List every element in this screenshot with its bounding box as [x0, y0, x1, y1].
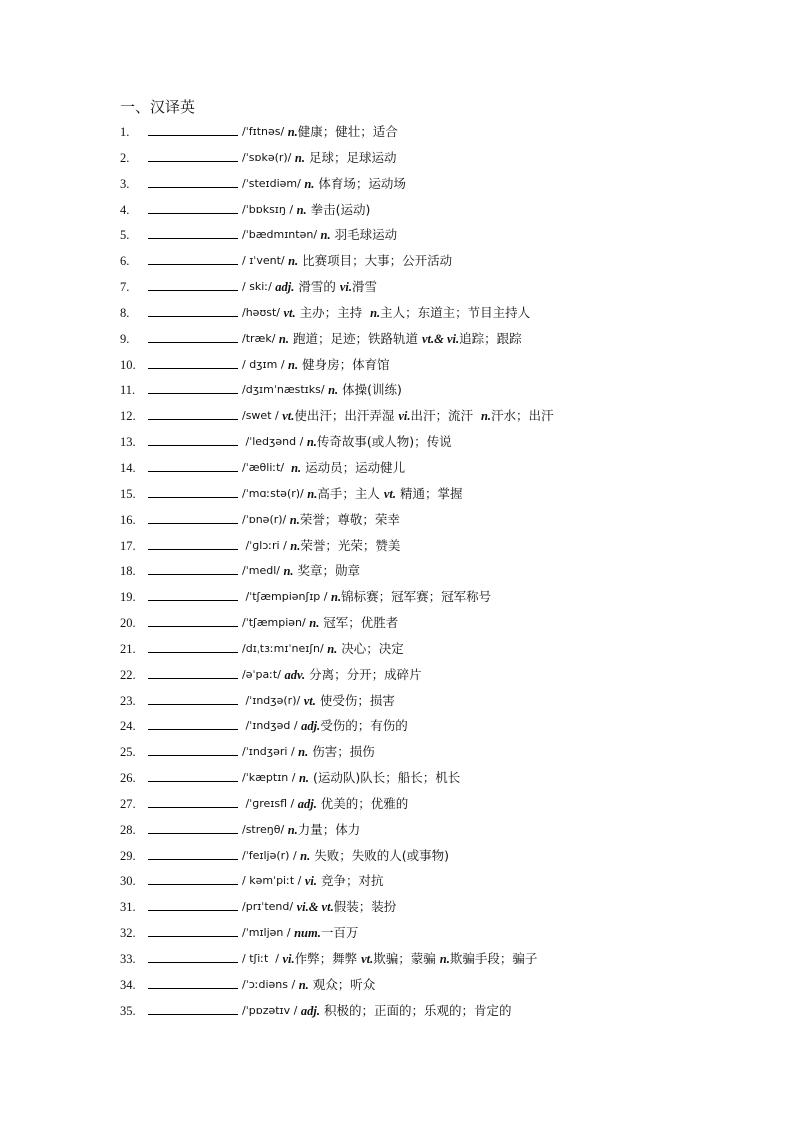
phonetic: /ˈɪndʒəri / — [242, 745, 299, 759]
answer-blank[interactable] — [148, 870, 238, 885]
phonetic: /ˈɪndʒə(r)/ — [242, 693, 304, 707]
definition: 使受伤；损害 — [315, 692, 395, 708]
part-of-speech: adj. — [301, 719, 321, 734]
part-of-speech: n. — [294, 150, 305, 165]
answer-blank[interactable] — [148, 741, 238, 756]
item-number: 15. — [120, 486, 136, 501]
vocab-item — [120, 457, 780, 483]
definition: 假装；装扮 — [333, 899, 397, 915]
answer-blank[interactable] — [148, 535, 238, 550]
item-number: 4. — [120, 202, 130, 217]
phonetic: /ˈsɒkə(r)/ — [242, 150, 295, 164]
vocab-item — [120, 664, 780, 690]
item-number: 26. — [120, 771, 136, 786]
definition: 主办；主持 — [295, 304, 371, 320]
phonetic: /ˈbædmɪntən/ — [242, 228, 321, 242]
part-of-speech: n. — [296, 202, 307, 217]
part-of-speech: n. — [309, 616, 320, 631]
answer-blank[interactable] — [148, 121, 238, 136]
vocab-item — [120, 896, 780, 922]
part-of-speech: vi. — [304, 874, 317, 889]
phonetic: /ˈledʒənd / — [242, 435, 307, 449]
phonetic: /ˈfeɪljə(r) / — [242, 848, 301, 862]
item-number: 10. — [120, 357, 136, 372]
part-of-speech: adj. — [300, 1003, 320, 1018]
vocab-item — [120, 535, 780, 561]
part-of-speech: vi. — [282, 952, 295, 966]
part-of-speech: n. — [307, 486, 318, 501]
item-number: 6. — [120, 254, 130, 269]
definition: 决心；决定 — [337, 640, 404, 656]
part-of-speech: n. — [298, 771, 310, 786]
answer-blank[interactable] — [148, 457, 238, 472]
answer-blank[interactable] — [148, 379, 238, 394]
definition: 一百万 — [320, 925, 359, 941]
definition: 出汗；流汗 — [410, 408, 481, 424]
answer-blank[interactable] — [148, 896, 238, 911]
definition: 传奇故事(或人物)；传说 — [316, 434, 452, 450]
definition: 羽毛球运动 — [330, 227, 398, 243]
phonetic: /ˈmɑːstə(r)/ — [242, 486, 308, 500]
part-of-speech: n. — [288, 254, 299, 269]
phonetic: /swet / — [242, 409, 283, 423]
item-number: 27. — [120, 796, 136, 811]
answer-blank[interactable] — [148, 173, 238, 188]
part-of-speech: n. — [291, 460, 302, 475]
part-of-speech: num. — [294, 926, 321, 941]
part-of-speech: vi. — [398, 409, 411, 424]
part-of-speech: adj. — [275, 280, 295, 295]
definition: 追踪；跟踪 — [459, 330, 522, 346]
vocab-item — [120, 1000, 780, 1026]
definition: 锦标赛；冠军赛；冠军称号 — [341, 589, 492, 605]
item-number: 29. — [120, 848, 136, 863]
part-of-speech: adj. — [297, 796, 317, 811]
definition: 竞争；对抗 — [317, 873, 384, 889]
answer-blank[interactable] — [148, 922, 238, 937]
vocab-item — [120, 819, 780, 845]
definition: (运动队)队长；船长；机长 — [309, 770, 461, 786]
item-number: 20. — [120, 616, 136, 631]
vocab-item — [120, 845, 780, 871]
definition: 主人；东道主；节目主持人 — [380, 304, 531, 320]
item-number: 1. — [120, 125, 130, 139]
vocab-item — [120, 793, 780, 819]
item-number: 3. — [120, 176, 130, 191]
phonetic: /ˈmedl/ — [242, 564, 284, 578]
phonetic: / dʒɪm / — [242, 357, 289, 371]
vocab-item — [120, 974, 780, 1000]
phonetic: /dɪˌtɜːmɪˈneɪʃn/ — [242, 641, 328, 655]
definition: 健身房；体育馆 — [298, 356, 390, 372]
phonetic: /ˈbɒksɪŋ / — [242, 202, 297, 216]
answer-blank[interactable] — [148, 664, 238, 679]
definition: 拳击(运动) — [306, 201, 371, 217]
phonetic: /ˈkæptɪn / — [242, 771, 299, 785]
definition: 体操(训练) — [338, 382, 402, 398]
item-number: 19. — [120, 590, 136, 605]
phonetic: /streŋθ/ — [242, 822, 288, 836]
vocab-item — [120, 767, 780, 793]
item-number: 12. — [120, 409, 136, 424]
part-of-speech: n. — [439, 952, 450, 966]
part-of-speech: n. — [287, 822, 298, 837]
part-of-speech: adv. — [284, 667, 306, 682]
definition: 观众；听众 — [308, 976, 376, 992]
phonetic: /prɪˈtend/ — [242, 900, 297, 914]
item-number: 17. — [120, 538, 136, 553]
definition: 使出汗；出汗弄湿 — [294, 408, 399, 424]
item-number: 24. — [120, 719, 136, 734]
definition: 奖章；勋章 — [293, 563, 361, 579]
definition: 欺骗；蒙骗 — [373, 951, 440, 966]
vocab-item — [120, 690, 780, 716]
part-of-speech: n. — [320, 228, 331, 243]
phonetic: /træk/ — [242, 331, 279, 345]
answer-blank[interactable] — [148, 405, 238, 420]
answer-blank[interactable] — [148, 560, 238, 575]
item-number: 13. — [120, 435, 136, 450]
definition: 作弊；舞弊 — [294, 951, 362, 966]
vocab-item — [120, 328, 780, 354]
phonetic: /ˈtʃæmpiən/ — [242, 616, 310, 630]
vocab-item — [120, 638, 780, 664]
vocab-item — [120, 250, 780, 276]
vocab-item — [120, 147, 780, 173]
part-of-speech: n. — [283, 564, 294, 579]
answer-blank[interactable] — [148, 845, 238, 860]
phonetic: / kəmˈpiːt / — [242, 874, 305, 888]
phonetic: /ˈɡreɪsfl / — [242, 796, 298, 810]
item-number: 14. — [120, 460, 136, 475]
vocab-item — [120, 354, 780, 380]
definition: 荣誉；光荣；赞美 — [300, 537, 401, 553]
definition: 高手；主人 — [317, 485, 384, 501]
phonetic: /ˈɒnə(r)/ — [242, 512, 290, 526]
phonetic: / ɪˈvent/ — [242, 254, 289, 268]
definition: 冠军；优胜者 — [319, 615, 399, 631]
item-number: 30. — [120, 874, 136, 889]
part-of-speech: vt. — [361, 952, 374, 966]
part-of-speech: vt. — [383, 486, 396, 501]
part-of-speech: n. — [289, 512, 300, 527]
item-number: 9. — [120, 331, 130, 346]
item-number: 21. — [120, 641, 136, 656]
item-number: 35. — [120, 1003, 136, 1018]
item-number: 16. — [120, 512, 136, 527]
definition: 滑雪 — [352, 279, 378, 295]
part-of-speech: n. — [298, 977, 309, 992]
answer-blank[interactable] — [148, 354, 238, 369]
phonetic: / skiː/ — [242, 280, 276, 294]
phonetic: /ˈɪndʒəd / — [242, 719, 302, 733]
vocab-item — [120, 948, 780, 974]
phonetic: /ˈpɒzətɪv / — [242, 1003, 301, 1017]
phonetic: /ˈfɪtnəs/ — [242, 125, 288, 138]
definition: 足球；足球运动 — [304, 149, 397, 165]
definition: 汗水；出汗 — [491, 408, 554, 424]
item-number: 8. — [120, 305, 130, 320]
answer-blank[interactable] — [148, 690, 238, 705]
vocab-item — [120, 173, 780, 199]
answer-blank[interactable] — [148, 250, 238, 265]
definition: 体育场；运动场 — [314, 175, 406, 191]
phonetic: /ˈɔːdiəns / — [242, 977, 299, 991]
phonetic: /əˈpaːt/ — [242, 667, 285, 681]
answer-blank[interactable] — [148, 147, 238, 162]
phonetic: / tʃiːt / — [242, 952, 283, 965]
item-number: 34. — [120, 977, 136, 992]
item-number: 25. — [120, 745, 136, 760]
answer-blank[interactable] — [148, 767, 238, 782]
vocab-item — [120, 509, 780, 535]
phonetic: /həʊst/ — [242, 305, 284, 319]
answer-blank[interactable] — [148, 974, 238, 989]
part-of-speech: vi.& vt. — [296, 900, 334, 915]
answer-blank[interactable] — [148, 276, 238, 291]
definition: 积极的；正面的；乐观的；肯定的 — [319, 1002, 512, 1018]
item-number: 11. — [120, 383, 136, 398]
part-of-speech: n. — [328, 383, 339, 398]
phonetic: /ˈɡlɔːri / — [242, 538, 291, 552]
definition: 健康；健壮；适合 — [297, 124, 398, 139]
phonetic: /ˈsteɪdiəm/ — [242, 176, 305, 190]
definition: 精通；掌握 — [395, 485, 463, 501]
definition: 荣誉；尊敬；荣幸 — [299, 511, 400, 527]
vocab-item — [120, 121, 780, 147]
definition: 失败；失败的人(或事物) — [310, 847, 449, 863]
part-of-speech: n. — [480, 409, 492, 424]
part-of-speech: n. — [306, 435, 317, 450]
answer-blank[interactable] — [148, 302, 238, 317]
vocab-item — [120, 922, 780, 948]
answer-blank[interactable] — [148, 199, 238, 214]
answer-blank[interactable] — [148, 612, 238, 627]
phonetic: /ˈmɪljən / — [242, 926, 295, 940]
part-of-speech: n. — [287, 125, 298, 139]
definition: 欺骗手段；骗子 — [449, 951, 538, 966]
part-of-speech: n. — [304, 176, 315, 191]
answer-blank[interactable] — [148, 715, 238, 730]
part-of-speech: n. — [290, 538, 301, 553]
answer-blank[interactable] — [148, 431, 238, 446]
answer-blank[interactable] — [148, 819, 238, 834]
item-number: 33. — [120, 952, 136, 966]
vocab-item — [120, 741, 780, 767]
definition: 滑雪的 — [294, 279, 340, 295]
answer-blank[interactable] — [148, 328, 238, 343]
vocab-item — [120, 379, 780, 405]
vocab-item — [120, 483, 780, 509]
phonetic: /ˈæθliːt/ — [242, 460, 292, 474]
vocab-item — [120, 199, 780, 225]
part-of-speech: vt. — [283, 305, 296, 320]
part-of-speech: n. — [327, 641, 338, 656]
part-of-speech: n. — [298, 745, 309, 760]
definition: 运动员；运动健儿 — [301, 459, 406, 475]
item-number: 28. — [120, 822, 136, 837]
vocab-item — [120, 870, 780, 896]
item-number: 22. — [120, 667, 136, 682]
part-of-speech: n. — [300, 848, 311, 863]
item-number: 2. — [120, 150, 130, 165]
answer-blank[interactable] — [148, 509, 238, 524]
part-of-speech: vt. — [303, 693, 316, 708]
vocab-item — [120, 586, 780, 612]
answer-blank[interactable] — [148, 1000, 238, 1015]
answer-blank[interactable] — [148, 638, 238, 653]
vocabulary-list — [120, 121, 780, 1026]
answer-blank[interactable] — [148, 483, 238, 498]
definition: 伤害；损伤 — [308, 744, 375, 760]
answer-blank[interactable] — [148, 224, 238, 239]
definition: 力量；体力 — [297, 821, 361, 837]
phonetic: /dʒɪmˈnæstɪks/ — [242, 383, 329, 397]
vocab-item — [120, 405, 780, 431]
part-of-speech: vt.& vi. — [421, 331, 460, 346]
answer-blank[interactable] — [148, 948, 238, 963]
part-of-speech: n. — [288, 357, 299, 372]
part-of-speech: vt. — [282, 409, 295, 424]
vocab-item — [120, 612, 780, 638]
answer-blank[interactable] — [148, 586, 238, 601]
item-number: 5. — [120, 228, 130, 243]
item-number: 32. — [120, 926, 136, 941]
part-of-speech: vi. — [339, 280, 352, 295]
answer-blank[interactable] — [148, 793, 238, 808]
section-heading: 一、汉译英 — [120, 98, 196, 116]
definition: 优美的；优雅的 — [316, 795, 409, 811]
definition: 跑道；足迹；铁路轨道 — [289, 330, 422, 346]
definition: 受伤的；有伤的 — [320, 718, 408, 734]
part-of-speech: n. — [370, 305, 381, 320]
part-of-speech: n. — [278, 331, 289, 346]
item-number: 23. — [120, 693, 136, 708]
part-of-speech: n. — [331, 590, 342, 605]
vocab-item — [120, 431, 780, 457]
vocab-item — [120, 715, 780, 741]
item-number: 31. — [120, 900, 136, 915]
vocab-item — [120, 224, 780, 250]
item-number: 18. — [120, 564, 136, 579]
vocab-item — [120, 276, 780, 302]
vocab-item — [120, 560, 780, 586]
definition: 比赛项目；大事；公开活动 — [298, 253, 453, 269]
definition: 分离；分开；成碎片 — [305, 666, 422, 682]
item-number: 7. — [120, 280, 130, 295]
vocab-item — [120, 302, 780, 328]
phonetic: /ˈtʃæmpiənʃɪp / — [242, 590, 331, 604]
